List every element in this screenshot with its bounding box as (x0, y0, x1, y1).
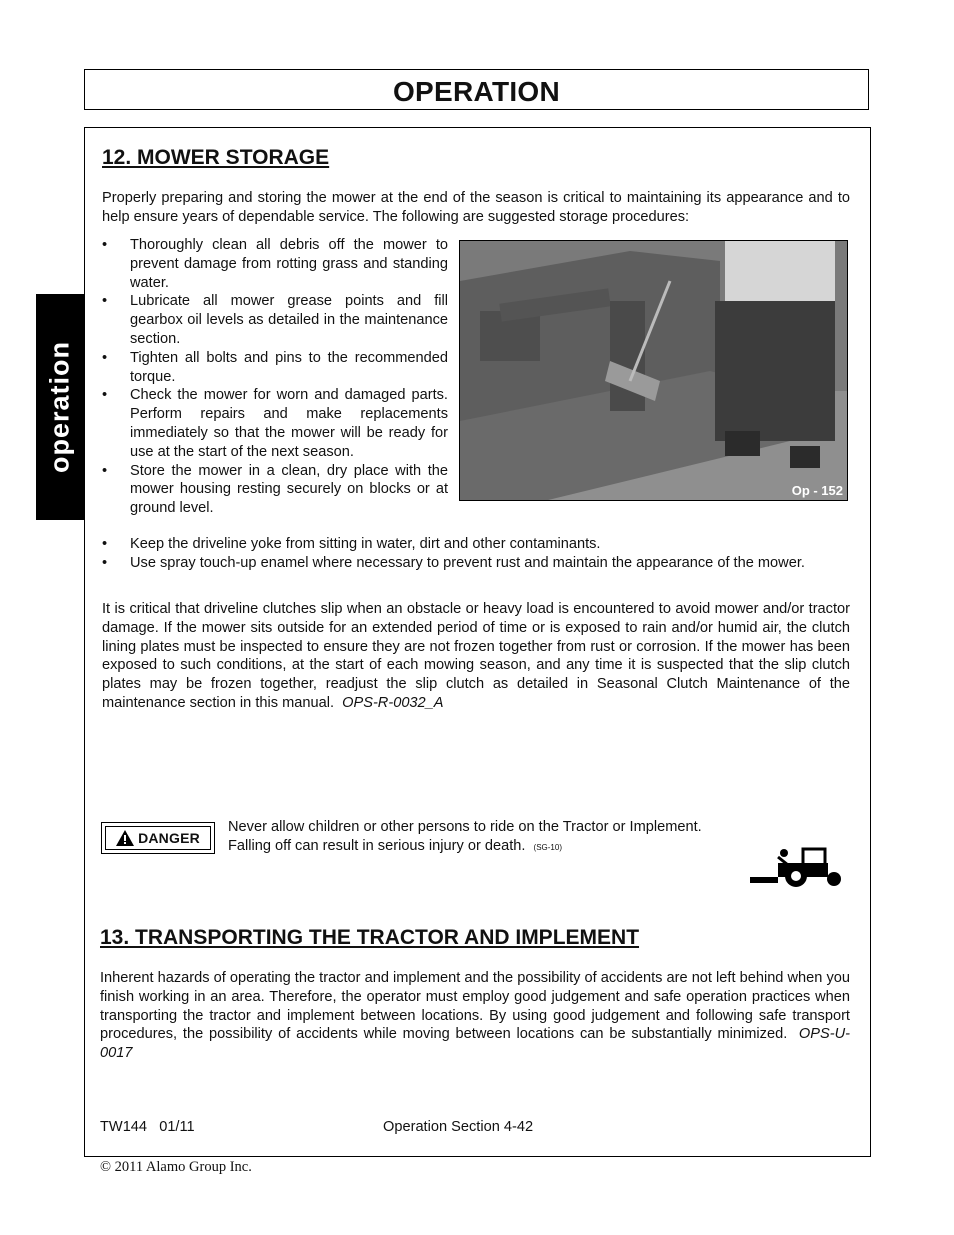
storage-list-full (102, 535, 862, 573)
danger-line-1: Never allow children or other persons to ride on the Tractor or Implement. (228, 819, 702, 835)
list-item: • Keep the driveline yoke from sitting in water, dirt and other contaminants. (102, 535, 862, 554)
side-tab-label: operation (44, 340, 75, 474)
photo-illustration (460, 241, 848, 501)
transport-paragraph (100, 969, 850, 1063)
footer-page: Operation Section 4-42 (383, 1119, 534, 1135)
clutch-text: It is critical that driveline clutches slip when an obstacle or heavy load is encountered to avoid mower and/or tractor damage. If the mower sits outside for an extended period of time or is exposed to rain and/or humid air, the clutch lining plates must be inspected to ensure they are not frozen together from rust or corrosion. If the mower has been exposed to such conditions, at the start of each mowing season, and any time it is suspected that the slip clutch plates may be frozen together, readjust the slip clutch as detailed in Seasonal Clutch Maintenance of the maintenance section in this manual. (102, 601, 850, 711)
section-12-intro: Properly preparing and storing the mower at the end of the season is critical to maintaining its appearance and to help ensure years of dependable service. The following are suggested storage procedures: (102, 190, 850, 225)
footer-doc-id: TW144 01/11 (100, 1119, 195, 1135)
tractor-rider-icon (748, 843, 846, 889)
storage-list-side (102, 236, 448, 518)
mower-cleaning-photo (459, 240, 848, 501)
list-item: • Check the mower for worn and damaged parts. Perform repairs and make replacements immediately so that the mower will be ready for use at the start of the next season. (102, 386, 448, 461)
photo-label: Op - 152 (791, 483, 843, 498)
danger-badge (101, 822, 215, 854)
warning-triangle-icon (116, 830, 134, 846)
list-item: • Store the mower in a clean, dry place with the mower housing resting securely on blocks or at ground level. (102, 462, 448, 518)
copyright: © 2011 Alamo Group Inc. (100, 1159, 252, 1175)
danger-message (228, 818, 702, 857)
list-item: • Use spray touch-up enamel where necessary to prevent rust and maintain the appearance of the mower. (102, 554, 862, 573)
clutch-ref: OPS-R-0032_A (342, 694, 444, 711)
transport-ref: OPS-U- 0017 (100, 1026, 850, 1062)
danger-code: (SG-10) (533, 843, 562, 852)
header-box (84, 69, 869, 110)
section-13-heading: 13. TRANSPORTING THE TRACTOR AND IMPLEMENT (100, 926, 640, 949)
list-item: • Thoroughly clean all debris off the mower to prevent damage from rotting grass and standing water. (102, 236, 448, 292)
side-tab (36, 294, 84, 520)
page-title: OPERATION (392, 76, 561, 107)
danger-line-2: Falling off can result in serious injury or death. (228, 838, 526, 854)
danger-label: DANGER (138, 830, 200, 846)
list-item: • Tighten all bolts and pins to the recommended torque. (102, 349, 448, 387)
list-item: • Lubricate all mower grease points and fill gearbox oil levels as detailed in the maintenance section. (102, 292, 448, 348)
section-12-heading: 12. MOWER STORAGE (102, 146, 330, 169)
clutch-paragraph (102, 600, 850, 713)
transport-text: Inherent hazards of operating the tractor and implement and the possibility of accidents are not left behind when you finish working in an area. Therefore, the operator must employ good judgement and safe operation practices when transporting the tractor and implement between locations. By using good judgement and following safe transport procedures, the possibility of accidents while moving between locations can be substantially minimized. (100, 970, 850, 1043)
